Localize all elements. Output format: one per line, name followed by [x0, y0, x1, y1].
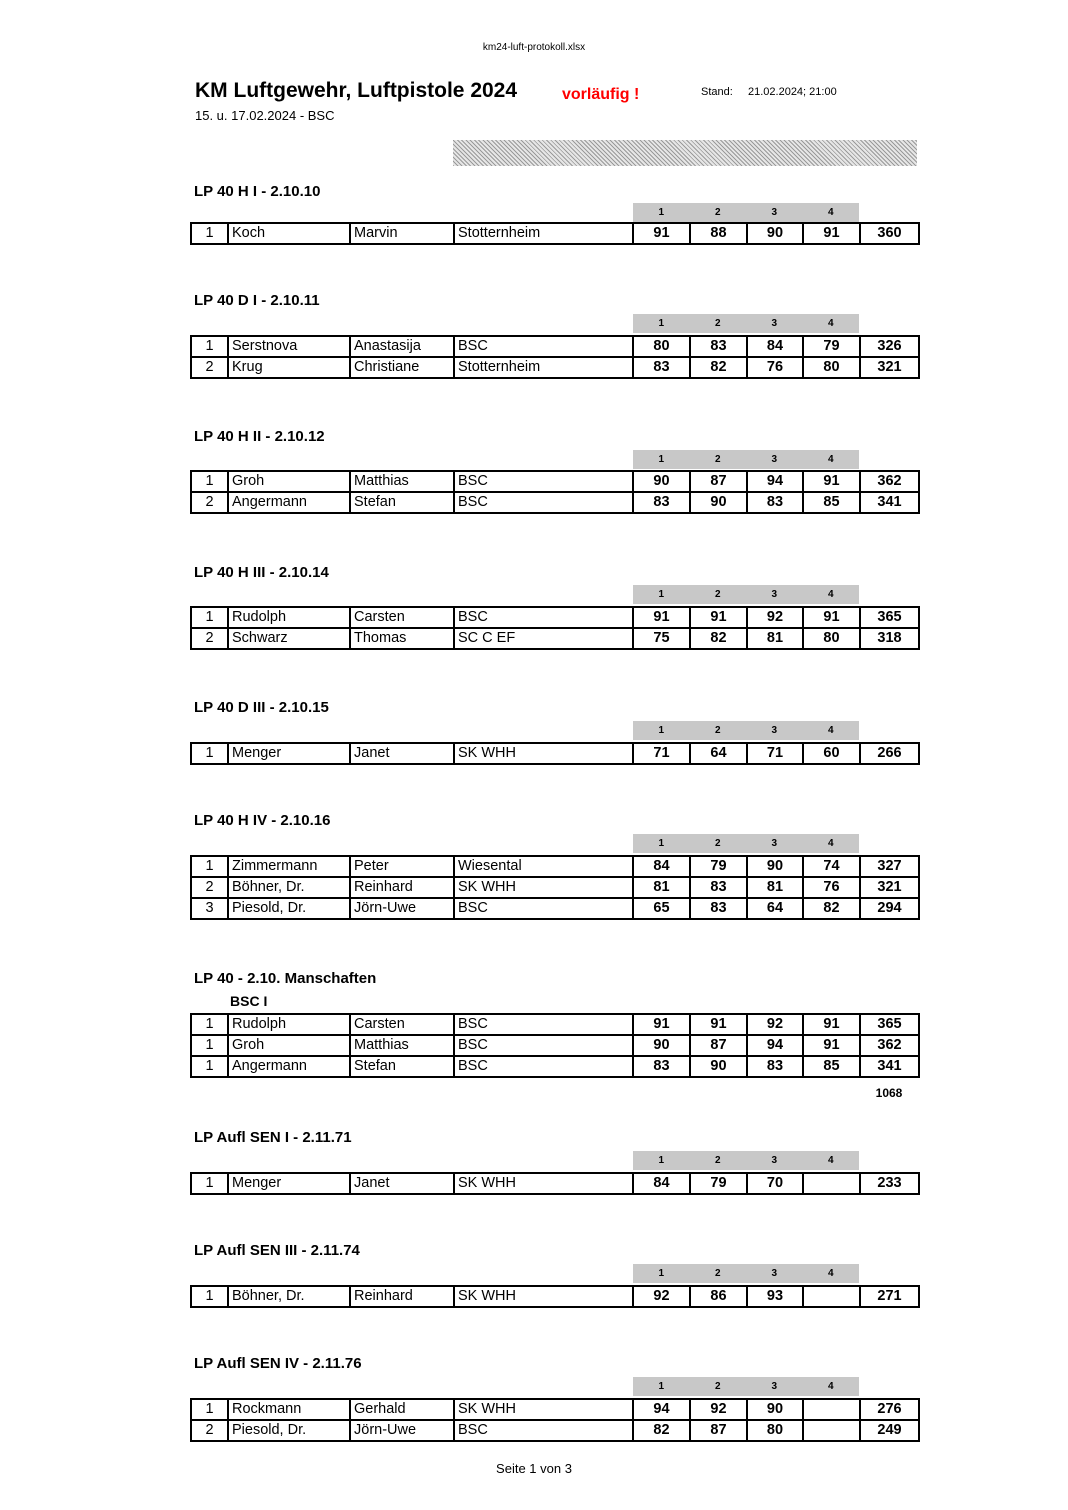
- section-title: LP 40 H I - 2.10.10: [194, 183, 321, 200]
- rank-cell: 3: [191, 898, 228, 919]
- club-cell: BSC: [454, 1035, 633, 1056]
- series-2-cell: 91: [690, 607, 747, 628]
- series-header-cell: 3: [771, 318, 778, 329]
- first-name-cell: Carsten: [350, 607, 454, 628]
- total-cell: 233: [860, 1173, 919, 1194]
- series-header-cell: 3: [771, 589, 778, 600]
- series-3-cell: 70: [747, 1173, 803, 1194]
- series-3-cell: 90: [747, 856, 803, 877]
- series-3-cell: 80: [747, 1420, 803, 1441]
- results-table: [190, 1013, 920, 1078]
- total-cell: 365: [860, 607, 919, 628]
- series-1-cell: 83: [633, 357, 690, 378]
- section-title: LP Aufl SEN I - 2.11.71: [194, 1129, 352, 1146]
- last-name-cell: Piesold, Dr.: [228, 898, 350, 919]
- last-name-cell: Zimmermann: [228, 856, 350, 877]
- series-2-cell: 92: [690, 1399, 747, 1420]
- series-header-cell: 1: [658, 1268, 665, 1279]
- rank-cell: 1: [191, 607, 228, 628]
- first-name-cell: Jörn-Uwe: [350, 898, 454, 919]
- preliminary-flag: vorläufig !: [562, 86, 640, 103]
- club-cell: SK WHH: [454, 743, 633, 764]
- series-header: [633, 1264, 859, 1283]
- results-table: [190, 606, 920, 650]
- first-name-cell: Janet: [350, 743, 454, 764]
- series-2-cell: 83: [690, 336, 747, 357]
- series-header-cell: 1: [658, 589, 665, 600]
- results-table: [190, 1398, 920, 1442]
- section-title: LP Aufl SEN III - 2.11.74: [194, 1242, 360, 1259]
- series-header-cell: 1: [658, 1155, 665, 1166]
- series-4-cell: 91: [803, 223, 860, 244]
- total-cell: 326: [860, 336, 919, 357]
- last-name-cell: Koch: [228, 223, 350, 244]
- page-footer: Seite 1 von 3: [496, 1461, 572, 1476]
- series-3-cell: 76: [747, 357, 803, 378]
- series-header-cell: 2: [714, 1155, 721, 1166]
- series-3-cell: 83: [747, 492, 803, 513]
- series-header-cell: 1: [658, 207, 665, 218]
- series-header: [633, 314, 859, 333]
- first-name-cell: Janet: [350, 1173, 454, 1194]
- rank-cell: 1: [191, 743, 228, 764]
- series-4-cell: 82: [803, 898, 860, 919]
- series-3-cell: 92: [747, 1014, 803, 1035]
- total-cell: 321: [860, 877, 919, 898]
- rank-cell: 1: [191, 1056, 228, 1077]
- series-header-cell: 2: [714, 838, 721, 849]
- team-total: 1068: [875, 1086, 903, 1100]
- total-cell: 321: [860, 357, 919, 378]
- series-header-cell: 1: [658, 1381, 665, 1392]
- last-name-cell: Rockmann: [228, 1399, 350, 1420]
- rank-cell: 1: [191, 1286, 228, 1307]
- rank-cell: 1: [191, 1014, 228, 1035]
- section-title: LP Aufl SEN IV - 2.11.76: [194, 1355, 362, 1372]
- total-cell: 271: [860, 1286, 919, 1307]
- series-header-cell: 3: [771, 838, 778, 849]
- series-1-cell: 80: [633, 336, 690, 357]
- series-1-cell: 81: [633, 877, 690, 898]
- total-cell: 341: [860, 1056, 919, 1077]
- first-name-cell: Carsten: [350, 1014, 454, 1035]
- table-row: [191, 471, 919, 492]
- last-name-cell: Krug: [228, 357, 350, 378]
- table-row: [191, 1399, 919, 1420]
- club-cell: SK WHH: [454, 1399, 633, 1420]
- results-table: [190, 1172, 920, 1195]
- series-4-cell: 91: [803, 1035, 860, 1056]
- series-4-cell: 85: [803, 1056, 860, 1077]
- series-header: [633, 450, 859, 469]
- series-2-cell: 88: [690, 223, 747, 244]
- section-title: LP 40 D I - 2.10.11: [194, 292, 320, 309]
- series-4-cell: 79: [803, 336, 860, 357]
- series-header-cell: 2: [714, 454, 721, 465]
- series-3-cell: 64: [747, 898, 803, 919]
- series-3-cell: 92: [747, 607, 803, 628]
- club-cell: SC C EF: [454, 628, 633, 649]
- series-header-cell: 2: [714, 207, 721, 218]
- series-1-cell: 82: [633, 1420, 690, 1441]
- rank-cell: 1: [191, 1173, 228, 1194]
- series-header-cell: 3: [771, 207, 778, 218]
- series-1-cell: 90: [633, 1035, 690, 1056]
- series-1-cell: 94: [633, 1399, 690, 1420]
- total-cell: 365: [860, 1014, 919, 1035]
- first-name-cell: Stefan: [350, 1056, 454, 1077]
- results-table: [190, 742, 920, 765]
- club-cell: BSC: [454, 492, 633, 513]
- series-4-cell: 85: [803, 492, 860, 513]
- club-cell: SK WHH: [454, 877, 633, 898]
- last-name-cell: Groh: [228, 471, 350, 492]
- series-header: [633, 585, 859, 604]
- series-header: [633, 1377, 859, 1396]
- first-name-cell: Matthias: [350, 1035, 454, 1056]
- first-name-cell: Matthias: [350, 471, 454, 492]
- series-4-cell: 74: [803, 856, 860, 877]
- team-name: BSC I: [230, 993, 268, 1009]
- series-2-cell: 91: [690, 1014, 747, 1035]
- section-title: LP 40 H III - 2.10.14: [194, 564, 329, 581]
- series-2-cell: 83: [690, 877, 747, 898]
- first-name-cell: Reinhard: [350, 877, 454, 898]
- series-3-cell: 90: [747, 223, 803, 244]
- first-name-cell: Peter: [350, 856, 454, 877]
- series-1-cell: 84: [633, 1173, 690, 1194]
- club-cell: BSC: [454, 471, 633, 492]
- table-row: [191, 492, 919, 513]
- last-name-cell: Menger: [228, 1173, 350, 1194]
- total-cell: 362: [860, 1035, 919, 1056]
- series-header-cell: 2: [714, 589, 721, 600]
- table-row: [191, 877, 919, 898]
- series-2-cell: 82: [690, 357, 747, 378]
- series-2-cell: 87: [690, 471, 747, 492]
- table-row: [191, 357, 919, 378]
- series-header-cell: 4: [827, 454, 834, 465]
- table-row: [191, 223, 919, 244]
- last-name-cell: Angermann: [228, 492, 350, 513]
- total-cell: 360: [860, 223, 919, 244]
- last-name-cell: Serstnova: [228, 336, 350, 357]
- series-header-cell: 1: [658, 318, 665, 329]
- table-row: [191, 607, 919, 628]
- series-3-cell: 81: [747, 628, 803, 649]
- last-name-cell: Angermann: [228, 1056, 350, 1077]
- last-name-cell: Groh: [228, 1035, 350, 1056]
- series-3-cell: 71: [747, 743, 803, 764]
- results-table: [190, 335, 920, 379]
- results-table: [190, 470, 920, 514]
- club-cell: BSC: [454, 1014, 633, 1035]
- series-3-cell: 94: [747, 471, 803, 492]
- series-header-cell: 1: [658, 725, 665, 736]
- total-cell: 318: [860, 628, 919, 649]
- series-4-cell: 91: [803, 471, 860, 492]
- series-4-cell: 80: [803, 628, 860, 649]
- table-row: [191, 1173, 919, 1194]
- first-name-cell: Christiane: [350, 357, 454, 378]
- series-3-cell: 81: [747, 877, 803, 898]
- club-cell: BSC: [454, 1420, 633, 1441]
- section-title: LP 40 H II - 2.10.12: [194, 428, 325, 445]
- table-row: [191, 1014, 919, 1035]
- table-row: [191, 856, 919, 877]
- table-row: [191, 628, 919, 649]
- first-name-cell: Reinhard: [350, 1286, 454, 1307]
- last-name-cell: Böhner, Dr.: [228, 877, 350, 898]
- club-cell: SK WHH: [454, 1173, 633, 1194]
- rank-cell: 1: [191, 223, 228, 244]
- series-header: [633, 834, 859, 853]
- section-title: LP 40 - 2.10. Manschaften: [194, 970, 377, 987]
- section-title: LP 40 H IV - 2.10.16: [194, 812, 331, 829]
- series-header-cell: 3: [771, 454, 778, 465]
- series-header-cell: 3: [771, 1268, 778, 1279]
- stand-label: Stand:: [701, 86, 733, 98]
- section-title: LP 40 D III - 2.10.15: [194, 699, 329, 716]
- rank-cell: 1: [191, 856, 228, 877]
- rank-cell: 2: [191, 492, 228, 513]
- series-1-cell: 91: [633, 223, 690, 244]
- last-name-cell: Rudolph: [228, 1014, 350, 1035]
- series-1-cell: 83: [633, 1056, 690, 1077]
- series-header-cell: 3: [771, 1155, 778, 1166]
- club-cell: BSC: [454, 607, 633, 628]
- series-header-cell: 4: [827, 318, 834, 329]
- total-cell: 294: [860, 898, 919, 919]
- results-table: [190, 855, 920, 920]
- results-table: [190, 1285, 920, 1308]
- series-1-cell: 75: [633, 628, 690, 649]
- series-header: [633, 721, 859, 740]
- series-4-cell: [803, 1173, 860, 1194]
- rank-cell: 1: [191, 1399, 228, 1420]
- series-header-cell: 4: [827, 725, 834, 736]
- total-cell: 249: [860, 1420, 919, 1441]
- table-row: [191, 1420, 919, 1441]
- series-4-cell: [803, 1286, 860, 1307]
- last-name-cell: Piesold, Dr.: [228, 1420, 350, 1441]
- series-4-cell: 76: [803, 877, 860, 898]
- last-name-cell: Schwarz: [228, 628, 350, 649]
- club-cell: BSC: [454, 898, 633, 919]
- series-header-cell: 3: [771, 725, 778, 736]
- series-header-cell: 3: [771, 1381, 778, 1392]
- club-cell: BSC: [454, 1056, 633, 1077]
- series-3-cell: 90: [747, 1399, 803, 1420]
- series-3-cell: 84: [747, 336, 803, 357]
- series-2-cell: 87: [690, 1420, 747, 1441]
- series-header: [633, 1151, 859, 1170]
- first-name-cell: Thomas: [350, 628, 454, 649]
- first-name-cell: Gerhald: [350, 1399, 454, 1420]
- series-header-cell: 2: [714, 318, 721, 329]
- series-1-cell: 71: [633, 743, 690, 764]
- total-cell: 266: [860, 743, 919, 764]
- series-1-cell: 92: [633, 1286, 690, 1307]
- series-header-cell: 1: [658, 838, 665, 849]
- series-header-cell: 4: [827, 1155, 834, 1166]
- series-1-cell: 90: [633, 471, 690, 492]
- series-4-cell: 60: [803, 743, 860, 764]
- rank-cell: 1: [191, 471, 228, 492]
- series-header-cell: 4: [827, 1381, 834, 1392]
- series-3-cell: 94: [747, 1035, 803, 1056]
- series-header-cell: 2: [714, 1381, 721, 1392]
- first-name-cell: Marvin: [350, 223, 454, 244]
- series-1-cell: 91: [633, 1014, 690, 1035]
- rank-cell: 2: [191, 628, 228, 649]
- file-name-header: km24-luft-protokoll.xlsx: [482, 42, 586, 53]
- series-1-cell: 83: [633, 492, 690, 513]
- hatched-bar: [453, 140, 917, 166]
- table-row: [191, 743, 919, 764]
- series-header-cell: 2: [714, 725, 721, 736]
- series-header-cell: 2: [714, 1268, 721, 1279]
- series-2-cell: 79: [690, 856, 747, 877]
- rank-cell: 2: [191, 877, 228, 898]
- series-header: [633, 203, 859, 222]
- club-cell: Wiesental: [454, 856, 633, 877]
- last-name-cell: Menger: [228, 743, 350, 764]
- first-name-cell: Jörn-Uwe: [350, 1420, 454, 1441]
- rank-cell: 1: [191, 1035, 228, 1056]
- total-cell: 327: [860, 856, 919, 877]
- series-3-cell: 93: [747, 1286, 803, 1307]
- series-2-cell: 82: [690, 628, 747, 649]
- club-cell: Stotternheim: [454, 223, 633, 244]
- event-dates: 15. u. 17.02.2024 - BSC: [195, 108, 335, 123]
- results-table: [190, 222, 920, 245]
- first-name-cell: Stefan: [350, 492, 454, 513]
- series-header-cell: 4: [827, 838, 834, 849]
- series-1-cell: 65: [633, 898, 690, 919]
- series-1-cell: 84: [633, 856, 690, 877]
- series-header-cell: 4: [827, 1268, 834, 1279]
- table-row: [191, 898, 919, 919]
- series-2-cell: 83: [690, 898, 747, 919]
- series-header-cell: 1: [658, 454, 665, 465]
- series-4-cell: 80: [803, 357, 860, 378]
- last-name-cell: Rudolph: [228, 607, 350, 628]
- page-title: KM Luftgewehr, Luftpistole 2024: [195, 79, 518, 102]
- first-name-cell: Anastasija: [350, 336, 454, 357]
- series-header-cell: 4: [827, 207, 834, 218]
- table-row: [191, 1035, 919, 1056]
- series-2-cell: 90: [690, 492, 747, 513]
- rank-cell: 1: [191, 336, 228, 357]
- last-name-cell: Böhner, Dr.: [228, 1286, 350, 1307]
- series-4-cell: 91: [803, 1014, 860, 1035]
- series-2-cell: 87: [690, 1035, 747, 1056]
- series-2-cell: 86: [690, 1286, 747, 1307]
- total-cell: 276: [860, 1399, 919, 1420]
- rank-cell: 2: [191, 1420, 228, 1441]
- total-cell: 362: [860, 471, 919, 492]
- club-cell: SK WHH: [454, 1286, 633, 1307]
- club-cell: BSC: [454, 336, 633, 357]
- table-row: [191, 336, 919, 357]
- rank-cell: 2: [191, 357, 228, 378]
- series-2-cell: 79: [690, 1173, 747, 1194]
- series-2-cell: 90: [690, 1056, 747, 1077]
- club-cell: Stotternheim: [454, 357, 633, 378]
- series-1-cell: 91: [633, 607, 690, 628]
- series-3-cell: 83: [747, 1056, 803, 1077]
- series-4-cell: 91: [803, 607, 860, 628]
- series-header-cell: 4: [827, 589, 834, 600]
- series-2-cell: 64: [690, 743, 747, 764]
- stand-value: 21.02.2024; 21:00: [748, 86, 837, 98]
- table-row: [191, 1286, 919, 1307]
- series-4-cell: [803, 1399, 860, 1420]
- total-cell: 341: [860, 492, 919, 513]
- series-4-cell: [803, 1420, 860, 1441]
- table-row: [191, 1056, 919, 1077]
